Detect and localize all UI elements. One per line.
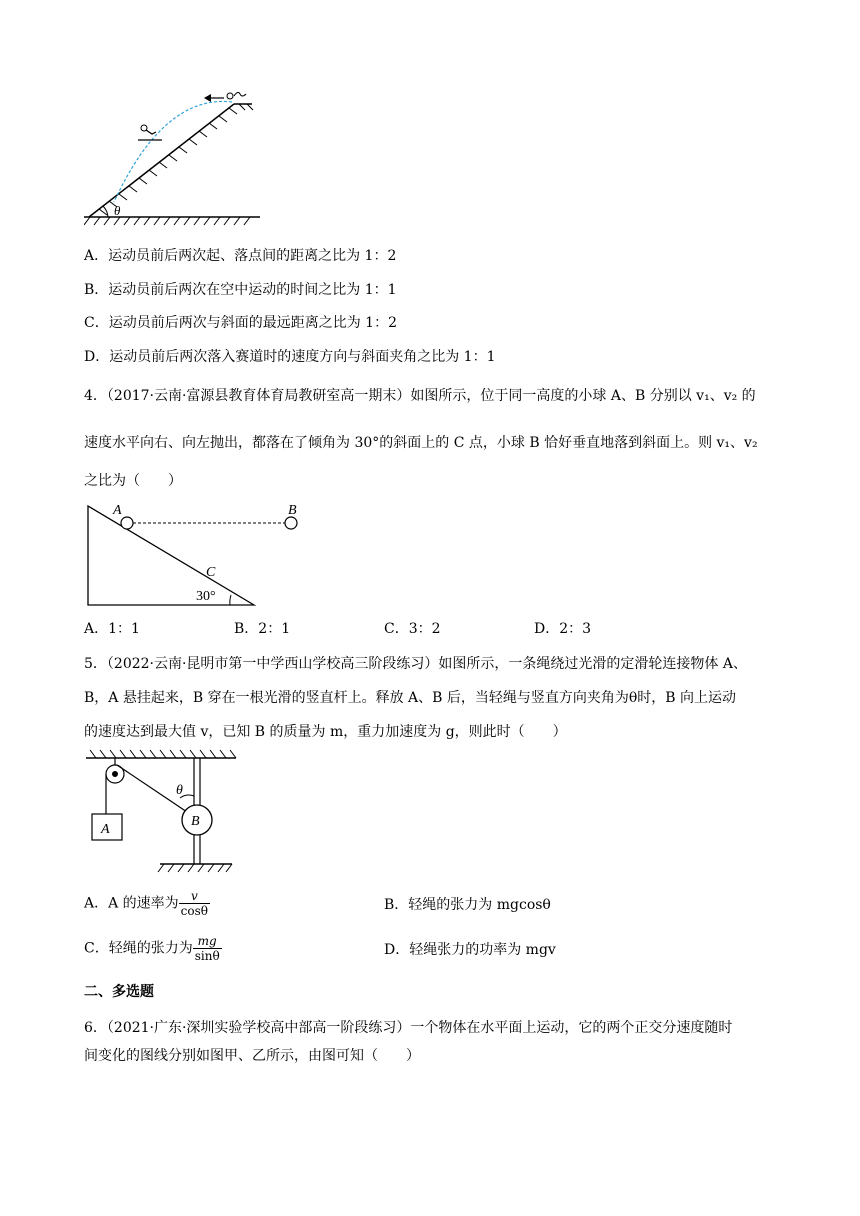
q4-option-a[interactable]: A．1：1	[84, 621, 140, 637]
theta-label: θ	[176, 783, 183, 798]
q5-stem-line1: 5．（2022·云南·昆明市第一中学西山学校高三阶段练习）如图所示，一条绳绕过光滑的定滑轮连接物体 A、	[84, 656, 747, 672]
q4-stem-line2: 速度水平向右、向左抛出，都落在了倾角为 30°的斜面上的 C 点，小球 B 恰好垂直地落到斜面上。则 v₁、v₂	[84, 435, 758, 451]
q4-incline-figure	[84, 498, 314, 610]
q4-stem-line3: 之比为（ ）	[84, 473, 182, 489]
ball-b-label: B	[288, 503, 297, 518]
q6-stem-line2: 间变化的图线分别如图甲、乙所示，由图可知（ ）	[84, 1048, 420, 1064]
q3-option-b[interactable]: B．运动员前后两次在空中运动的时间之比为 1：1	[84, 282, 397, 298]
q5-option-a-fraction	[179, 889, 210, 918]
q5-option-d[interactable]: D．轻绳张力的功率为 mgv	[384, 942, 556, 958]
q4-option-d[interactable]: D．2：3	[534, 621, 592, 637]
q6-stem-line1: 6．（2021·广东·深圳实验学校高中部高一阶段练习）一个物体在水平面上运动，它的两个正交分速度随时	[84, 1020, 733, 1036]
fraction-numerator: mg	[193, 934, 222, 949]
block-a-label: A	[101, 822, 110, 837]
q5-option-c[interactable]	[84, 934, 222, 963]
q5-stem-line3: 的速度达到最大值 v，已知 B 的质量为 m，重力加速度为 g，则此时（ ）	[84, 724, 567, 740]
fraction-denominator: sinθ	[194, 949, 220, 963]
fraction-numerator: v	[179, 889, 210, 904]
ball-a-label: A	[113, 503, 122, 518]
q5-option-c-fraction	[193, 934, 222, 963]
point-c-label: C	[206, 565, 216, 580]
q3-option-d[interactable]: D．运动员前后两次落入赛道时的速度方向与斜面夹角之比为 1：1	[84, 349, 496, 365]
q4-stem-line1: 4．（2017·云南·富源县教育体育局教研室高一期末）如图所示，位于同一高度的小球 A、B 分别以 v₁、v₂ 的	[84, 388, 756, 404]
section-heading-multi-choice: 二、多选题	[84, 984, 154, 1000]
fraction-denominator: cosθ	[180, 904, 208, 918]
q4-option-c[interactable]: C．3：2	[384, 621, 441, 637]
q5-stem-line2: B，A 悬挂起来，B 穿在一根光滑的竖直杆上。释放 A、B 后，当轻绳与竖直方向夹角为θ时，B 向上运动	[84, 690, 737, 706]
q3-option-a[interactable]: A．运动员前后两次起、落点间的距离之比为 1：2	[84, 248, 397, 264]
q5-option-b[interactable]: B．轻绳的张力为 mgcosθ	[384, 897, 551, 913]
q5-option-c-prefix: C．轻绳的张力为	[84, 940, 193, 957]
angle-30-label: 30°	[196, 589, 216, 604]
q5-option-a-prefix: A．A 的速率为	[84, 895, 179, 912]
q3-ski-slope-figure	[84, 84, 264, 230]
q5-pulley-figure	[84, 748, 240, 876]
q3-option-c[interactable]: C．运动员前后两次与斜面的最远距离之比为 1：2	[84, 315, 397, 331]
q4-option-b[interactable]: B．2：1	[234, 621, 291, 637]
q5-option-a[interactable]	[84, 889, 210, 918]
theta-label: θ	[114, 203, 121, 218]
ball-b-label: B	[191, 814, 200, 829]
